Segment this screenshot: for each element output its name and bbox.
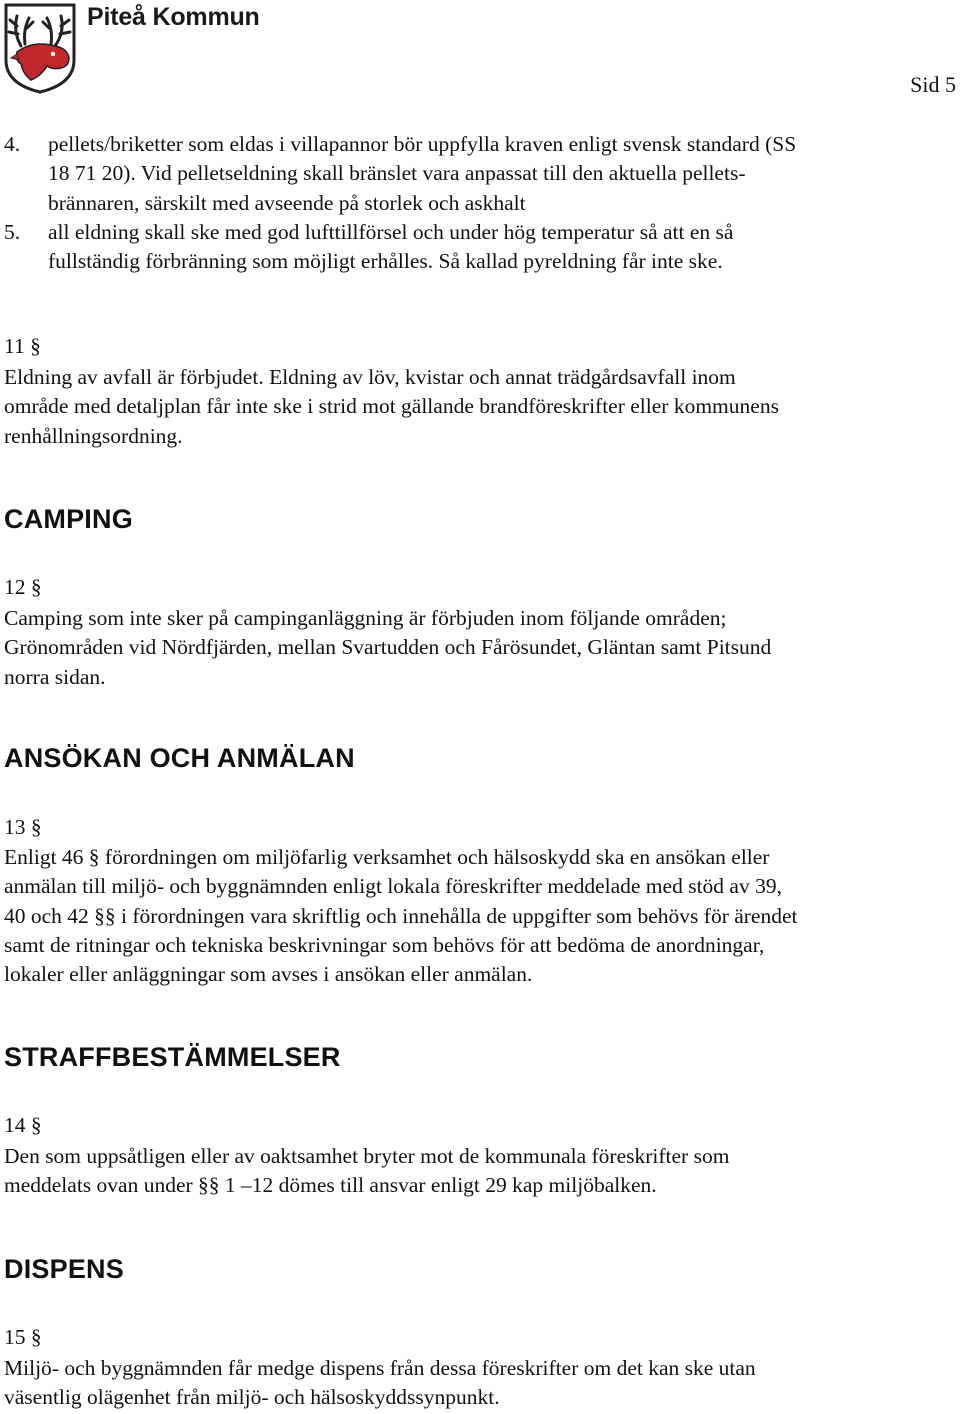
list-item-line: fullständig förbränning som möjligt erhålles. Så kallad pyreldning får inte ske. xyxy=(48,249,723,274)
list-item-number: 5. xyxy=(4,219,21,244)
list-item-line: all eldning skall ske med god lufttillförsel och under hög temperatur så att en så xyxy=(48,219,734,244)
list-item-number: 4. xyxy=(4,132,21,156)
list-item-line: pellets/briketter som eldas i villapannor bör uppfylla kraven enligt svensk standard (SS xyxy=(48,132,797,156)
section-label-13: 13 § xyxy=(4,815,42,839)
list-item-5 xyxy=(4,218,796,277)
paragraph-line: renhållningsordning. xyxy=(4,423,183,448)
heading-straffbestammelser: STRAFFBESTÄMMELSER xyxy=(4,1042,341,1072)
section-12-text xyxy=(4,604,771,692)
paragraph-line: 40 och 42 §§ i förordningen vara skriftlig och innehålla de uppgifter som behövs för ärendet xyxy=(4,903,798,928)
paragraph-line: väsentlig olägenhet från miljö- och hälsoskyddssynpunkt. xyxy=(4,1385,500,1410)
section-14-text xyxy=(4,1142,729,1201)
municipal-coat-of-arms xyxy=(3,2,77,94)
heading-dispens: DISPENS xyxy=(4,1254,124,1284)
paragraph-line: anmälan till miljö- och byggnämnden enligt lokala föreskrifter meddelade med stöd av 39, xyxy=(4,874,782,899)
paragraph-line: område med detaljplan får inte ske i strid mot gällande brandföreskrifter eller kommunens xyxy=(4,394,779,419)
paragraph-line: meddelats ovan under §§ 1 –12 dömes till ansvar enligt 29 kap miljöbalken. xyxy=(4,1173,657,1198)
numbered-list xyxy=(4,130,796,276)
paragraph-line: Eldning av avfall är förbjudet. Eldning av löv, kvistar och annat trädgårdsavfall inom xyxy=(4,365,736,389)
section-13-text xyxy=(4,843,797,989)
paragraph-line: Den som uppsåtligen eller av oaktsamhet bryter mot de kommunala föreskrifter som xyxy=(4,1144,730,1168)
section-11-text xyxy=(4,363,779,451)
heading-camping: CAMPING xyxy=(4,504,133,534)
list-item-line: 18 71 20). Vid pelletseldning skall bränslet vara anpassat till den aktuella pellets- xyxy=(48,161,746,186)
paragraph-line: Grönområden vid Nördfjärden, mellan Svartudden och Fårösundet, Gläntan samt Pitsund xyxy=(4,635,772,660)
paragraph-line: lokaler eller anläggningar som avses i ansökan eller anmälan. xyxy=(4,962,533,987)
section-label-14: 14 § xyxy=(4,1113,42,1137)
page-number: Sid 5 xyxy=(910,72,956,97)
heading-ansokan: ANSÖKAN OCH ANMÄLAN xyxy=(4,743,355,773)
reindeer-shield-icon xyxy=(3,2,77,94)
section-label-11: 11 § xyxy=(4,334,41,358)
paragraph-line: norra sidan. xyxy=(4,664,106,689)
organization-name: Piteå Kommun xyxy=(87,3,260,31)
list-item-line: brännaren, särskilt med avseende på storlek och askhalt xyxy=(48,190,526,215)
paragraph-line: Miljö- och byggnämnden får medge dispens från dessa föreskrifter om det kan ske utan xyxy=(4,1356,756,1380)
paragraph-line: samt de ritningar och tekniska beskrivningar som behövs för att bedöma de anordningar, xyxy=(4,932,765,957)
section-label-12: 12 § xyxy=(4,575,42,599)
section-label-15: 15 § xyxy=(4,1325,42,1349)
section-15-text xyxy=(4,1354,756,1413)
paragraph-line: Camping som inte sker på campinganläggning är förbjuden inom följande områden; xyxy=(4,606,727,630)
paragraph-line: Enligt 46 § förordningen om miljöfarlig verksamhet och hälsoskydd ska en ansökan eller xyxy=(4,845,770,869)
list-item-4 xyxy=(4,130,796,218)
